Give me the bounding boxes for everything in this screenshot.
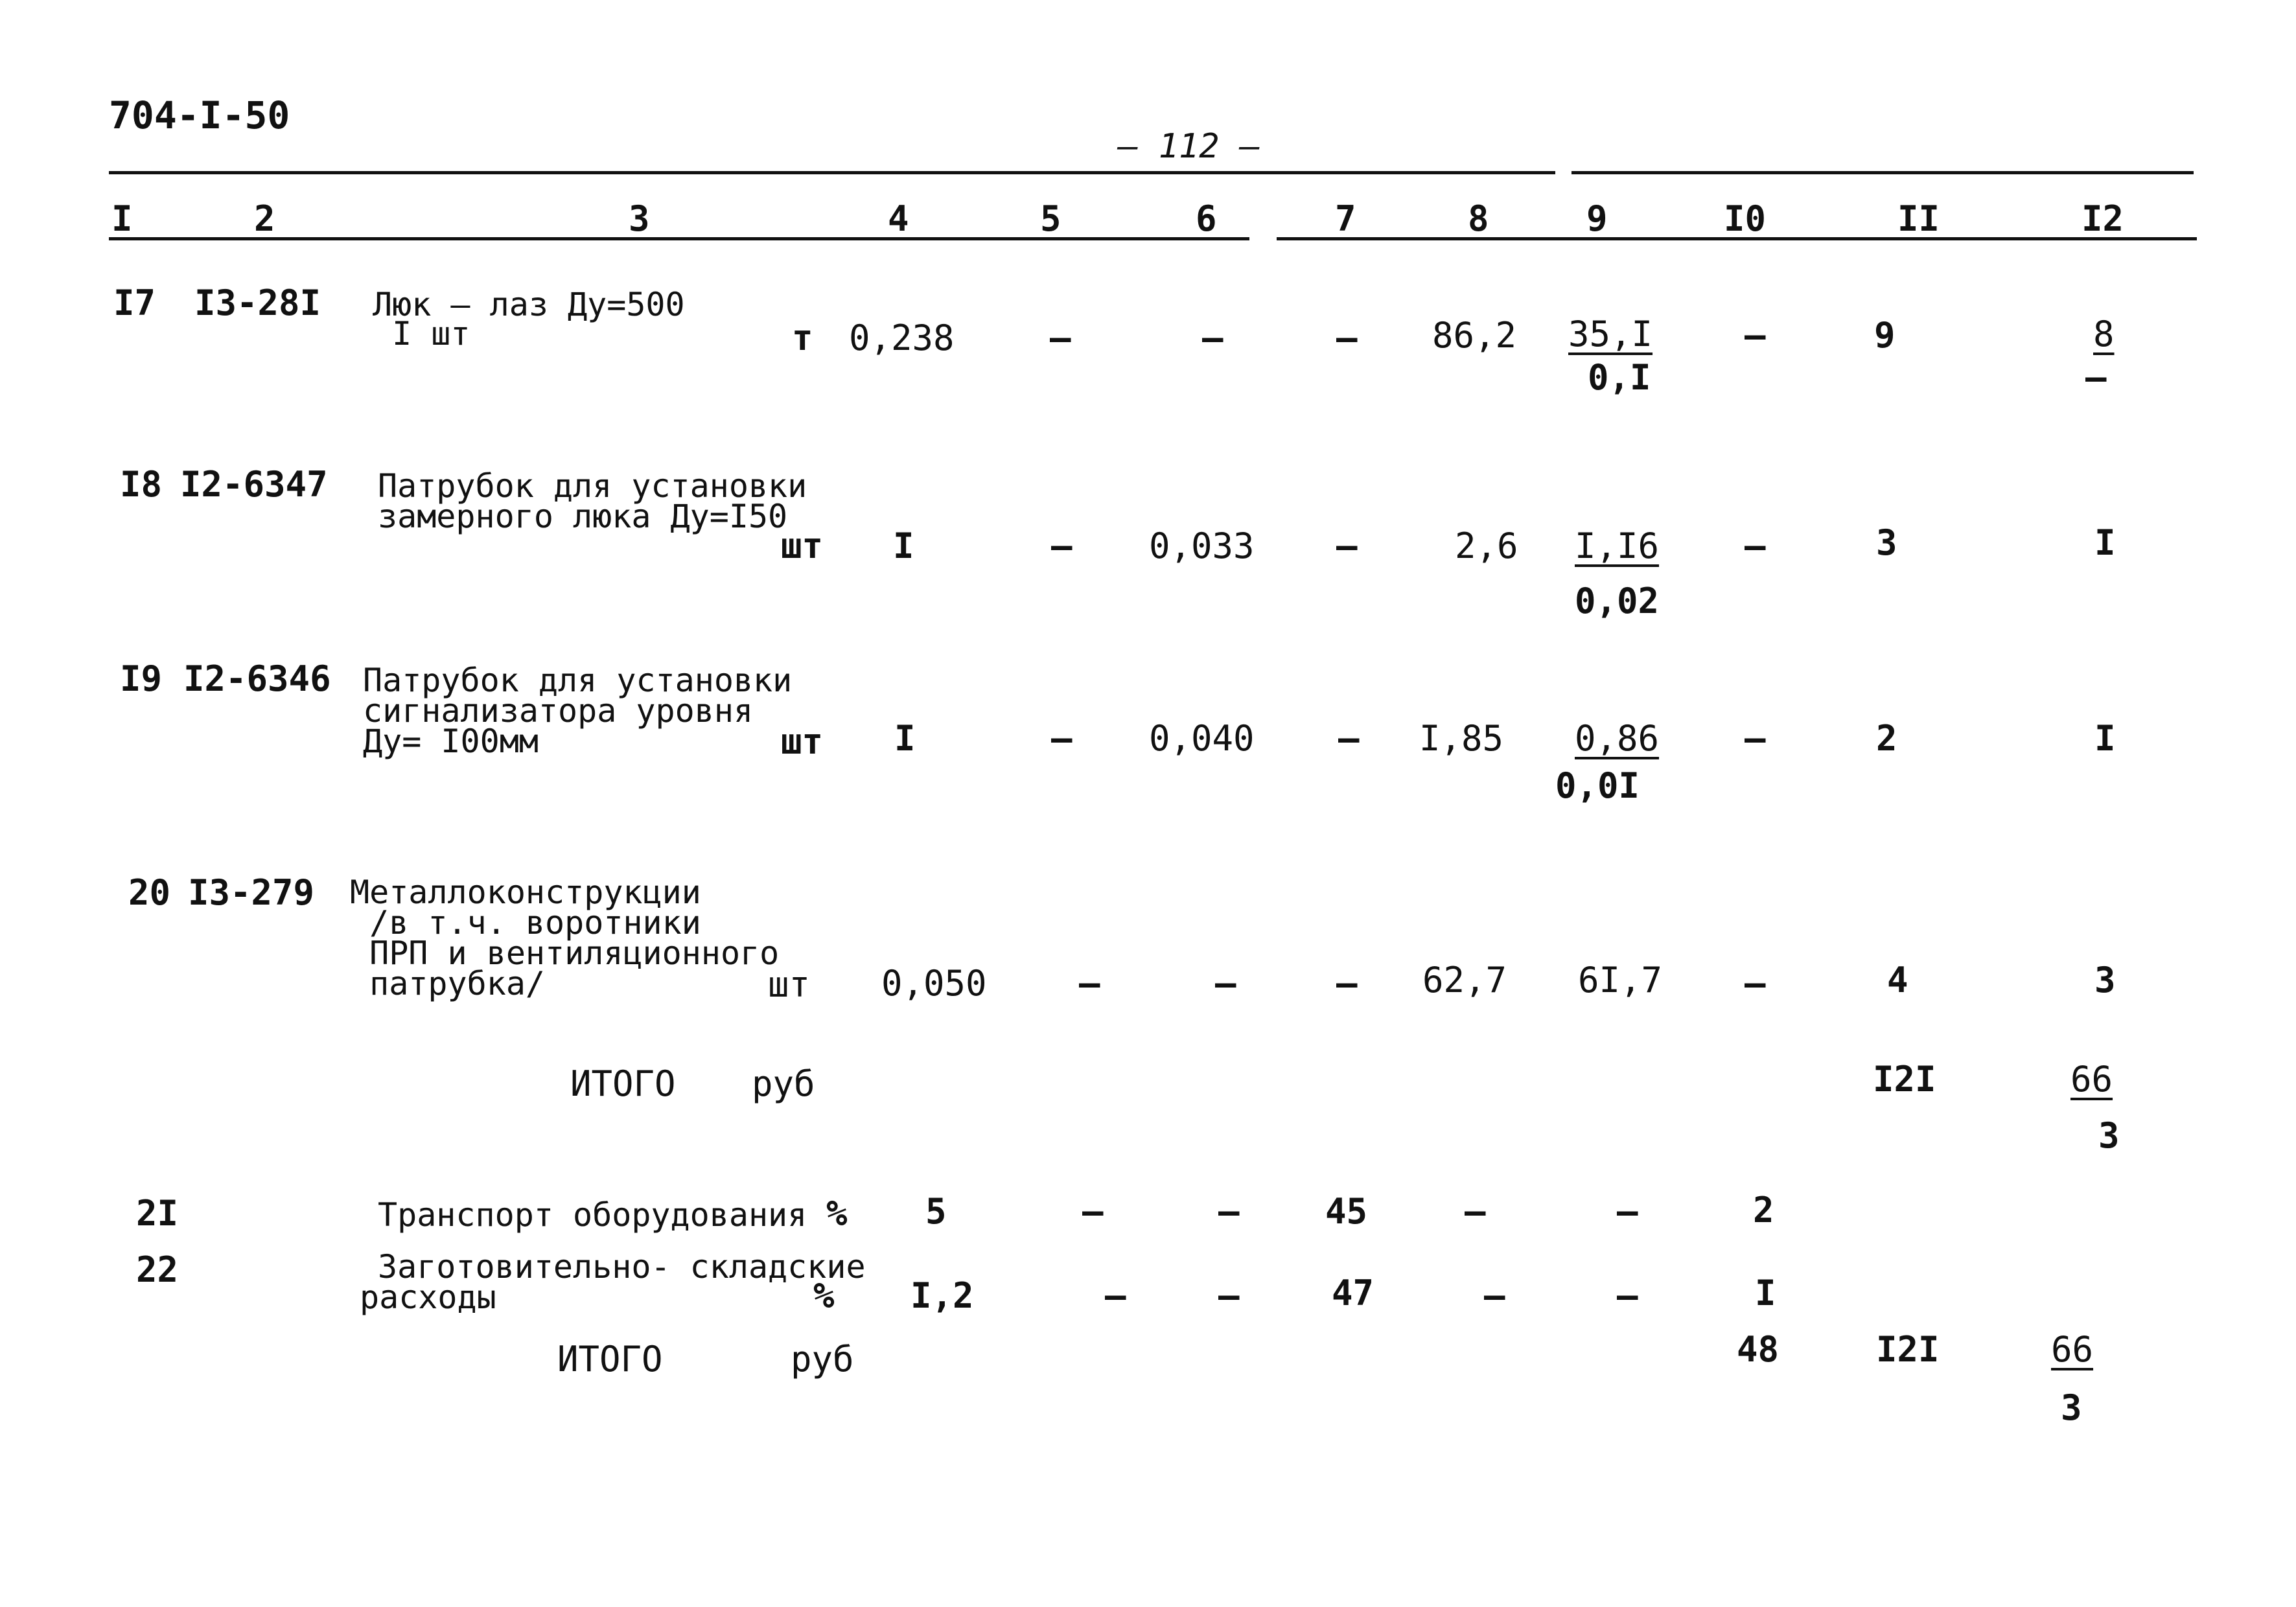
column-number: I2 <box>2081 198 2124 239</box>
row-cell-5: – <box>1051 526 1073 566</box>
row-cell-8: 62,7 <box>1422 960 1507 1000</box>
row-cell-9-top: 0,86 <box>1575 718 1660 759</box>
header-rule-left <box>109 171 1555 174</box>
row-cell-12: 3 <box>2094 960 2116 1000</box>
subtotal-label: ИТОГО <box>570 1063 676 1104</box>
row-code: I3-279 <box>188 872 315 913</box>
row-number: 20 <box>128 872 171 913</box>
row-cell-4: 5 <box>925 1191 947 1232</box>
row-cell-9-bottom: 0,0I <box>1555 765 1640 806</box>
row-cell-6: 0,033 <box>1149 526 1255 566</box>
row-description: патрубка/ <box>350 965 546 1002</box>
row-cell-4: I <box>893 526 914 566</box>
row-cell-5: – <box>1082 1191 1104 1232</box>
header-rule-right <box>1571 171 2194 174</box>
row-cell-6: – <box>1218 1275 1240 1316</box>
row-cell-10: – <box>1745 963 1766 1004</box>
row-cell-12: I <box>2094 718 2116 759</box>
row-number: I7 <box>113 283 156 323</box>
row-description: расходы <box>360 1278 496 1316</box>
row-cell-9-top: I,I6 <box>1575 526 1660 566</box>
document-code: 704-I-50 <box>109 93 290 137</box>
total-unit: руб <box>791 1339 854 1380</box>
row-cell-8: – <box>1465 1191 1486 1232</box>
row-number: 2I <box>136 1193 179 1234</box>
row-description: I шт <box>373 315 470 353</box>
row-cell-8: I,85 <box>1419 718 1504 759</box>
row-cell-6: – <box>1215 963 1236 1004</box>
column-number: I0 <box>1724 198 1767 239</box>
row-cell-7: 47 <box>1332 1273 1374 1313</box>
row-cell-6: – <box>1218 1191 1240 1232</box>
row-cell-10: – <box>1745 718 1766 759</box>
row-cell-9-bottom: 0,I <box>1588 357 1651 398</box>
column-number: I <box>111 198 133 239</box>
row-cell-10: I <box>1755 1273 1776 1313</box>
total-cell-12-bottom: 3 <box>2061 1387 2082 1428</box>
row-cell-10: – <box>1745 526 1766 566</box>
row-cell-4: I,2 <box>910 1275 974 1316</box>
row-cell-5: – <box>1051 718 1073 759</box>
column-number: II <box>1897 198 1940 239</box>
subtotal-cell-12-top: 66 <box>2070 1059 2113 1100</box>
total-cell-12-top: 66 <box>2051 1329 2094 1370</box>
total-label: ИТОГО <box>557 1339 663 1380</box>
row-cell-8: 86,2 <box>1432 315 1517 356</box>
page-number: – 112 – <box>1118 127 1260 166</box>
row-description: Люк – лаз Ду=500 <box>373 286 685 323</box>
column-number: 4 <box>888 198 909 239</box>
column-rule-left <box>109 237 1249 240</box>
column-number: 8 <box>1468 198 1489 239</box>
row-cell-5: – <box>1105 1275 1126 1316</box>
row-cell-9-bottom: 0,02 <box>1575 581 1660 621</box>
column-number: 3 <box>629 198 650 239</box>
row-cell-9: – <box>1617 1191 1638 1232</box>
row-cell-8: – <box>1484 1275 1505 1316</box>
subtotal-cell-11: I2I <box>1873 1059 1936 1100</box>
row-unit: т <box>792 318 813 358</box>
row-cell-12-bottom: – <box>2085 357 2107 398</box>
row-description: Патрубок для установки <box>378 467 807 505</box>
row-unit: шт <box>781 526 824 566</box>
row-description: /в т.ч. воротники <box>350 904 701 942</box>
row-cell-8: 2,6 <box>1455 526 1518 566</box>
column-number: 9 <box>1586 198 1608 239</box>
row-description: Транспорт оборудования <box>378 1196 807 1234</box>
row-number: I9 <box>120 658 163 699</box>
row-cell-7: – <box>1338 718 1360 759</box>
row-cell-9: 6I,7 <box>1578 960 1663 1000</box>
row-description: Ду= I00мм <box>363 723 539 760</box>
row-cell-4: 0,238 <box>849 318 955 358</box>
row-cell-11: 3 <box>1876 522 1897 563</box>
row-cell-10: 2 <box>1753 1190 1774 1231</box>
row-code: I2-6346 <box>183 658 331 699</box>
subtotal-unit: руб <box>752 1063 815 1104</box>
row-cell-12-top: 8 <box>2093 314 2115 354</box>
column-number: 7 <box>1335 198 1356 239</box>
row-cell-11: 4 <box>1887 960 1908 1000</box>
row-cell-5: – <box>1050 318 1071 358</box>
row-number: I8 <box>120 464 163 505</box>
subtotal-cell-12-bottom: 3 <box>2098 1115 2120 1156</box>
row-unit: % <box>826 1193 848 1234</box>
row-cell-6: 0,040 <box>1149 718 1255 759</box>
row-description: Металлоконструкции <box>350 873 701 911</box>
column-number: 5 <box>1040 198 1061 239</box>
row-description: сигнализатора уровня <box>363 692 754 730</box>
row-code: I3-28I <box>194 283 321 323</box>
row-unit: шт <box>768 964 811 1005</box>
row-unit: шт <box>781 721 824 762</box>
total-cell-10: 48 <box>1737 1329 1780 1370</box>
row-cell-9-top: 35,I <box>1568 314 1653 354</box>
row-cell-4: 0,050 <box>881 963 987 1004</box>
column-number: 2 <box>254 198 275 239</box>
row-cell-11: 9 <box>1874 315 1896 356</box>
row-cell-6: – <box>1202 318 1223 358</box>
row-cell-7: – <box>1336 318 1358 358</box>
row-description: ПРП и вентиляционного <box>350 934 780 972</box>
row-number: 22 <box>136 1249 179 1290</box>
row-cell-11: 2 <box>1876 718 1897 759</box>
row-cell-10: – <box>1745 315 1766 356</box>
row-cell-7: – <box>1336 526 1358 566</box>
row-cell-12: I <box>2094 522 2116 563</box>
row-description: Заготовительно- складские <box>378 1248 866 1286</box>
row-code: I2-6347 <box>180 464 328 505</box>
row-cell-7: – <box>1336 963 1358 1004</box>
row-cell-9: – <box>1617 1275 1638 1316</box>
row-cell-5: – <box>1079 963 1100 1004</box>
row-cell-4: I <box>894 718 916 759</box>
column-rule-right <box>1277 237 2197 240</box>
total-cell-11: I2I <box>1876 1329 1940 1370</box>
row-unit: % <box>813 1275 835 1316</box>
row-cell-7: 45 <box>1325 1191 1368 1232</box>
row-description: замерного люка Ду=I50 <box>378 498 788 535</box>
column-number: 6 <box>1196 198 1217 239</box>
row-description: Патрубок для установки <box>363 662 793 699</box>
